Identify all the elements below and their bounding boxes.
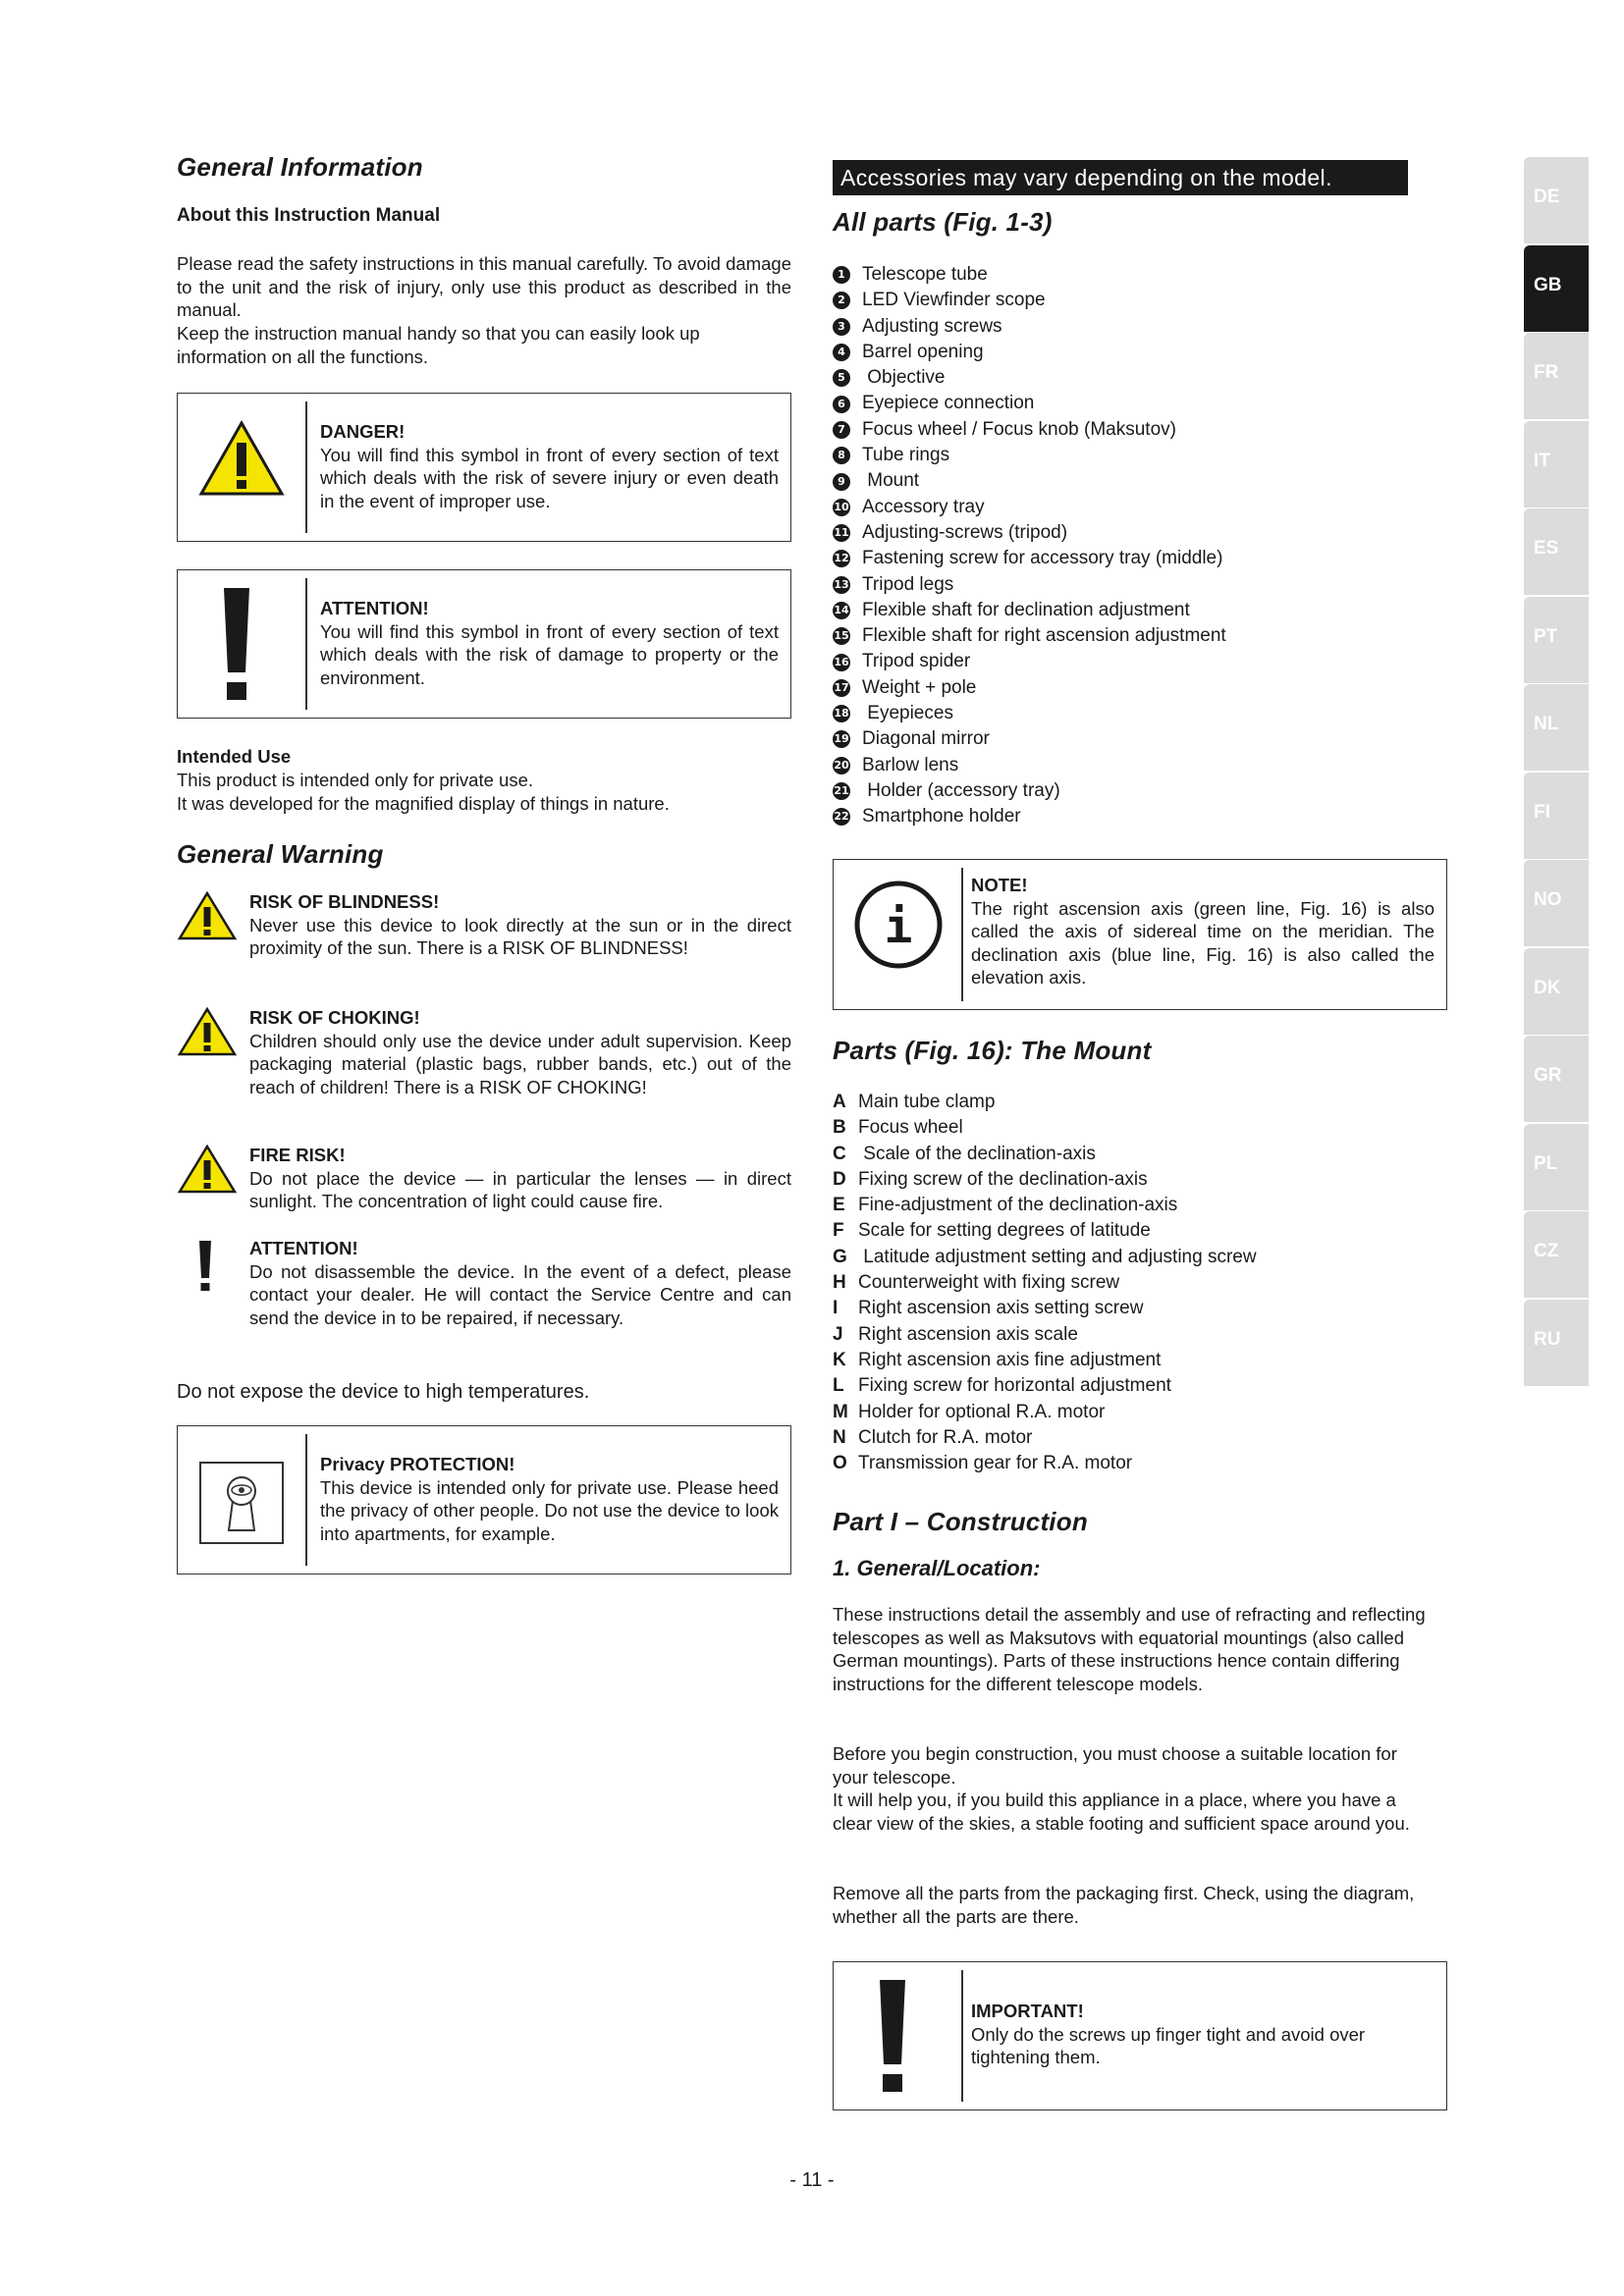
warning-attention-title: ATTENTION! xyxy=(249,1238,358,1258)
part-label: LED Viewfinder scope xyxy=(862,290,1046,311)
privacy-title: Privacy PROTECTION! xyxy=(320,1454,515,1474)
danger-text: You will find this symbol in front of every section of text which deals with the risk of severe injury or even death in the event of improper use. xyxy=(320,444,779,511)
important-title: IMPORTANT! xyxy=(971,2001,1084,2021)
part-label: Diagonal mirror xyxy=(862,728,990,750)
part-number-badge: 22 xyxy=(833,808,850,826)
part-number-badge: 3 xyxy=(833,318,850,336)
mount-list-item xyxy=(833,1090,1441,1115)
warning-fire-text: Do not place the device — in particular the lenses — in direct sunlight. The concentration of light could cause fire. xyxy=(249,1167,791,1211)
note-title: NOTE! xyxy=(971,875,1028,895)
attention-text: You will find this symbol in front of every section of text which deals with the risk of damage to property or the environment. xyxy=(320,620,779,688)
language-tab-no[interactable]: NO xyxy=(1524,860,1589,946)
part-label: Telescope tube xyxy=(862,264,988,285)
part-number-badge: 9 xyxy=(833,473,850,491)
exclamation-icon xyxy=(878,1980,907,2094)
part-number-badge: 20 xyxy=(833,757,850,774)
exclamation-icon xyxy=(222,588,251,702)
location-paragraph-3: Remove all the parts from the packaging first. Check, using the diagram, whether all the parts are there. xyxy=(833,1883,1415,1927)
danger-box xyxy=(177,393,791,542)
part-label: Mount xyxy=(862,470,920,492)
mount-list-item xyxy=(833,1400,1441,1425)
mount-part-label: Fixing screw for horizontal adjustment xyxy=(858,1375,1171,1397)
location-paragraph-2a: Before you begin construction, you must choose a suitable location for your telescope. xyxy=(833,1743,1397,1788)
part-number-badge: 7 xyxy=(833,421,850,439)
language-tab-pl[interactable]: PL xyxy=(1524,1124,1589,1210)
parts-list-item xyxy=(833,468,1422,494)
location-paragraph-2b: It will help you, if you build this appliance in a place, where you have a clear view of the skies, a stable footing and sufficient space around you. xyxy=(833,1789,1410,1834)
mount-list-item xyxy=(833,1142,1441,1167)
info-icon xyxy=(853,880,944,970)
privacy-box xyxy=(177,1425,791,1575)
about-manual-title: About this Instruction Manual xyxy=(177,205,441,226)
part-label: Smartphone holder xyxy=(862,806,1021,828)
parts-list xyxy=(833,262,1422,830)
important-box xyxy=(833,1961,1447,2110)
mount-list-item xyxy=(833,1218,1441,1244)
svg-text:i: i xyxy=(884,899,913,954)
about-manual-text: Please read the safety instructions in this manual carefully. To avoid damage to the unit and the risk of injury, only use this product as described in the manual. xyxy=(177,253,791,320)
part-label: Fastening screw for accessory tray (middle) xyxy=(862,548,1223,569)
intended-use-text-2: It was developed for the magnified display of things in nature. xyxy=(177,793,670,814)
warning-attention xyxy=(177,1237,791,1355)
language-tab-fr[interactable]: FR xyxy=(1524,333,1589,419)
language-tab-dk[interactable]: DK xyxy=(1524,948,1589,1035)
parts-list-item xyxy=(833,417,1422,443)
language-tab-gr[interactable]: GR xyxy=(1524,1036,1589,1122)
part-label: Tube rings xyxy=(862,445,950,466)
mount-part-letter: J xyxy=(833,1323,843,1345)
part-number-badge: 5 xyxy=(833,369,850,387)
mount-list-item xyxy=(833,1425,1441,1451)
warning-fire-title: FIRE RISK! xyxy=(249,1145,346,1165)
parts-list-item xyxy=(833,753,1422,778)
parts-list-item xyxy=(833,340,1422,365)
part-number-badge: 15 xyxy=(833,627,850,645)
mount-list-item xyxy=(833,1270,1441,1296)
part-label: Barlow lens xyxy=(862,754,959,775)
part-label: Weight + pole xyxy=(862,676,977,698)
parts-list-item xyxy=(833,365,1422,391)
warning-fire xyxy=(177,1144,791,1222)
language-tab-gb[interactable]: GB xyxy=(1524,245,1589,332)
warning-blindness-text: Never use this device to look directly at the sun or in the direct proximity of the sun. There is a RISK OF BLINDNESS! xyxy=(249,914,791,958)
language-tab-it[interactable]: IT xyxy=(1524,421,1589,507)
mount-part-label: Holder for optional R.A. motor xyxy=(858,1401,1106,1422)
warning-blindness xyxy=(177,890,791,988)
mount-part-label: Transmission gear for R.A. motor xyxy=(858,1453,1133,1474)
mount-part-letter: I xyxy=(833,1298,839,1319)
mount-part-letter: M xyxy=(833,1401,848,1422)
privacy-text: This device is intended only for private use. Please heed the privacy of other people. Do not use the device to look into apartments, for example. xyxy=(320,1476,779,1544)
part-number-badge: 4 xyxy=(833,344,850,361)
parts-list-item xyxy=(833,572,1422,598)
language-tab-es[interactable]: ES xyxy=(1524,508,1589,595)
mount-parts-list xyxy=(833,1090,1441,1476)
language-tab-de[interactable]: DE xyxy=(1524,157,1589,243)
intended-use-text-1: This product is intended only for private use. xyxy=(177,770,533,790)
mount-part-letter: B xyxy=(833,1117,846,1139)
temperature-text: Do not expose the device to high temperatures. xyxy=(177,1381,590,1403)
mount-list-item xyxy=(833,1193,1441,1218)
part-number-badge: 13 xyxy=(833,576,850,594)
part-number-badge: 21 xyxy=(833,782,850,800)
part-label: Adjusting screws xyxy=(862,315,1002,337)
mount-part-letter: F xyxy=(833,1220,844,1242)
page-number: - 11 - xyxy=(789,2169,835,2191)
important-text: Only do the screws up finger tight and avoid over tightening them. xyxy=(971,2023,1366,2067)
privacy-keyhole-icon xyxy=(199,1462,284,1544)
right-column xyxy=(833,201,1461,2125)
mount-part-label: Latitude adjustment setting and adjusting screw xyxy=(858,1246,1257,1267)
parts-list-item xyxy=(833,520,1422,546)
parts-list-item xyxy=(833,314,1422,340)
part-number-badge: 19 xyxy=(833,730,850,748)
mount-part-label: Fine-adjustment of the declination-axis xyxy=(858,1195,1178,1216)
note-text: The right ascension axis (green line, Fig. 16) is also called the axis of sidereal time on the meridian. The declination axis (blue line, Fig. 16) is also called the elevation axis. xyxy=(971,897,1435,988)
part-number-badge: 2 xyxy=(833,292,850,309)
mount-part-label: Clutch for R.A. motor xyxy=(858,1426,1033,1448)
mount-list-item xyxy=(833,1451,1441,1476)
parts-list-item xyxy=(833,726,1422,752)
warning-triangle-icon xyxy=(177,890,238,941)
warning-choking-text: Children should only use the device under adult supervision. Keep packaging material (plastic bags, rubber bands, etc.) out of the reach of children! There is a RISK OF CHOKING! xyxy=(249,1030,791,1097)
parts-list-item xyxy=(833,649,1422,674)
intended-use-title: Intended Use xyxy=(177,746,292,767)
mount-part-letter: N xyxy=(833,1426,846,1448)
mount-part-letter: H xyxy=(833,1272,846,1294)
part-label: Holder (accessory tray) xyxy=(862,779,1060,801)
exclamation-icon xyxy=(198,1241,212,1292)
mount-list-item xyxy=(833,1167,1441,1193)
location-title: 1. General/Location: xyxy=(833,1556,1041,1580)
part-number-badge: 8 xyxy=(833,447,850,464)
part-label: Accessory tray xyxy=(862,496,985,517)
mount-part-label: Counterweight with fixing screw xyxy=(858,1272,1120,1294)
parts-list-item xyxy=(833,495,1422,520)
location-paragraph-1: These instructions detail the assembly and use of refracting and reflecting telescopes as well as Maksutovs with equatorial mountings (also called German mountings). Parts of these instructions hence contain differing instructions for the different telescope models. xyxy=(833,1604,1426,1694)
parts-list-item xyxy=(833,443,1422,468)
mount-part-label: Right ascension axis fine adjustment xyxy=(858,1349,1162,1370)
part-number-badge: 18 xyxy=(833,705,850,722)
part-number-badge: 10 xyxy=(833,499,850,516)
mount-part-label: Right ascension axis setting screw xyxy=(858,1298,1144,1319)
mount-part-letter: D xyxy=(833,1168,846,1190)
mount-list-item xyxy=(833,1115,1441,1141)
mount-list-item xyxy=(833,1245,1441,1270)
warning-choking xyxy=(177,1006,791,1124)
part-label: Eyepiece connection xyxy=(862,393,1035,414)
part-label: Focus wheel / Focus knob (Maksutov) xyxy=(862,418,1176,440)
mount-list-item xyxy=(833,1348,1441,1373)
general-information-title: General Information xyxy=(177,152,423,182)
part-label: Barrel opening xyxy=(862,341,984,362)
danger-title: DANGER! xyxy=(320,421,406,442)
mount-part-label: Right ascension axis scale xyxy=(858,1323,1078,1345)
attention-box xyxy=(177,569,791,719)
parts-list-item xyxy=(833,675,1422,701)
part-label: Flexible shaft for right ascension adjustment xyxy=(862,625,1226,647)
warning-choking-title: RISK OF CHOKING! xyxy=(249,1007,420,1028)
parts-list-item xyxy=(833,598,1422,623)
part-label: Adjusting-screws (tripod) xyxy=(862,521,1068,543)
all-parts-title: All parts (Fig. 1-3) xyxy=(833,207,1053,237)
language-tab-fi[interactable]: FI xyxy=(1524,773,1589,859)
part-number-badge: 1 xyxy=(833,266,850,284)
part-number-badge: 17 xyxy=(833,679,850,697)
mount-part-letter: E xyxy=(833,1195,845,1216)
attention-title: ATTENTION! xyxy=(320,598,429,618)
part-label: Eyepieces xyxy=(862,703,953,724)
part-label: Tripod legs xyxy=(862,573,954,595)
mount-part-label: Scale for setting degrees of latitude xyxy=(858,1220,1151,1242)
mount-part-label: Scale of the declination-axis xyxy=(858,1143,1096,1164)
note-box xyxy=(833,859,1447,1010)
warning-triangle-icon xyxy=(177,1144,238,1195)
warning-attention-text: Do not disassemble the device. In the event of a defect, please contact your dealer. He will contact the Service Centre and can send the device in to be repaired, if necessary. xyxy=(249,1260,791,1328)
part-label: Tripod spider xyxy=(862,651,971,672)
construction-title: Part I – Construction xyxy=(833,1507,1088,1536)
mount-part-letter: A xyxy=(833,1092,846,1112)
warning-blindness-title: RISK OF BLINDNESS! xyxy=(249,891,440,912)
warning-triangle-icon xyxy=(177,1006,238,1057)
parts-list-item xyxy=(833,288,1422,313)
mount-list-item xyxy=(833,1296,1441,1321)
mount-parts-title: Parts (Fig. 16): The Mount xyxy=(833,1036,1152,1065)
language-tab-nl[interactable]: NL xyxy=(1524,684,1589,771)
danger-triangle-icon xyxy=(197,419,286,498)
mount-list-item xyxy=(833,1322,1441,1348)
part-label: Objective xyxy=(862,367,946,389)
parts-list-item xyxy=(833,623,1422,649)
general-warning-title: General Warning xyxy=(177,839,384,869)
language-tab-pt[interactable]: PT xyxy=(1524,597,1589,683)
about-manual-text-2: Keep the instruction manual handy so that you can easily look up information on all the functions. xyxy=(177,323,700,367)
part-number-badge: 12 xyxy=(833,550,850,567)
mount-part-letter: G xyxy=(833,1246,847,1267)
mount-list-item xyxy=(833,1373,1441,1399)
mount-part-label: Focus wheel xyxy=(858,1117,963,1139)
part-number-badge: 14 xyxy=(833,602,850,619)
parts-list-item xyxy=(833,701,1422,726)
part-number-badge: 11 xyxy=(833,524,850,542)
accessories-banner: Accessories may vary depending on the model. xyxy=(833,160,1408,195)
part-label: Flexible shaft for declination adjustment xyxy=(862,599,1190,620)
parts-list-item xyxy=(833,546,1422,571)
mount-part-letter: L xyxy=(833,1375,844,1397)
mount-part-letter: O xyxy=(833,1453,847,1474)
mount-part-letter: K xyxy=(833,1349,846,1370)
mount-part-letter: C xyxy=(833,1143,846,1164)
mount-part-label: Fixing screw of the declination-axis xyxy=(858,1168,1148,1190)
parts-list-item xyxy=(833,262,1422,288)
language-tab-ru[interactable]: RU xyxy=(1524,1300,1589,1386)
language-tab-cz[interactable]: CZ xyxy=(1524,1211,1589,1298)
part-number-badge: 16 xyxy=(833,654,850,671)
parts-list-item xyxy=(833,778,1422,804)
left-column xyxy=(177,152,791,1575)
parts-list-item xyxy=(833,391,1422,416)
parts-list-item xyxy=(833,804,1422,829)
part-number-badge: 6 xyxy=(833,396,850,413)
language-tabs xyxy=(1524,157,1589,1387)
mount-part-label: Main tube clamp xyxy=(858,1092,996,1112)
